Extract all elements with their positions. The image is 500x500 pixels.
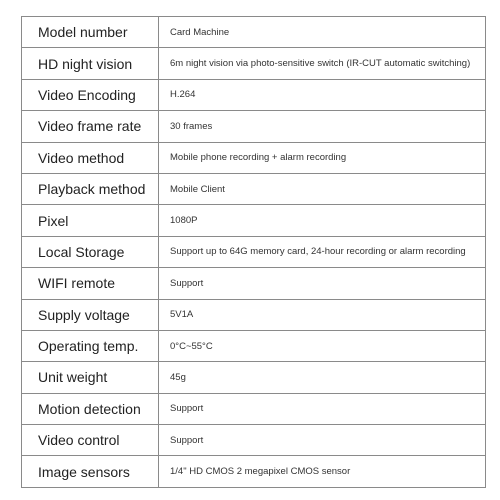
table-row — [22, 362, 486, 393]
spec-label: Local Storage — [22, 236, 159, 267]
table-row — [22, 330, 486, 361]
spec-table — [21, 16, 486, 488]
spec-label: Playback method — [22, 173, 159, 204]
spec-label: WIFI remote — [22, 268, 159, 299]
spec-value: Support up to 64G memory card, 24-hour recording or alarm recording — [159, 236, 486, 267]
spec-value: Card Machine — [159, 17, 486, 48]
spec-label: Video Encoding — [22, 79, 159, 110]
spec-value: 1080P — [159, 205, 486, 236]
spec-label: Image sensors — [22, 456, 159, 488]
table-row — [22, 79, 486, 110]
spec-value: 5V1A — [159, 299, 486, 330]
table-row — [22, 299, 486, 330]
spec-value: Support — [159, 393, 486, 424]
spec-value: Mobile phone recording + alarm recording — [159, 142, 486, 173]
spec-label: Pixel — [22, 205, 159, 236]
spec-value: 1/4" HD CMOS 2 megapixel CMOS sensor — [159, 456, 486, 488]
spec-value: 45g — [159, 362, 486, 393]
spec-value: 30 frames — [159, 111, 486, 142]
spec-value: 6m night vision via photo-sensitive switch (IR-CUT automatic switching) — [159, 48, 486, 79]
table-row — [22, 111, 486, 142]
spec-value: Support — [159, 268, 486, 299]
table-row — [22, 268, 486, 299]
spec-value: H.264 — [159, 79, 486, 110]
table-row — [22, 17, 486, 48]
table-row — [22, 393, 486, 424]
table-row — [22, 48, 486, 79]
spec-label: Motion detection — [22, 393, 159, 424]
spec-label: Supply voltage — [22, 299, 159, 330]
spec-label: Model number — [22, 17, 159, 48]
spec-label: Video method — [22, 142, 159, 173]
spec-value: 0°C~55°C — [159, 330, 486, 361]
spec-value: Mobile Client — [159, 173, 486, 204]
spec-label: Unit weight — [22, 362, 159, 393]
spec-label: HD night vision — [22, 48, 159, 79]
spec-label: Video control — [22, 425, 159, 456]
table-row — [22, 142, 486, 173]
spec-label: Operating temp. — [22, 330, 159, 361]
spec-label: Video frame rate — [22, 111, 159, 142]
table-row — [22, 205, 486, 236]
table-row — [22, 236, 486, 267]
table-row — [22, 173, 486, 204]
table-row — [22, 425, 486, 456]
table-row — [22, 456, 486, 488]
spec-value: Support — [159, 425, 486, 456]
